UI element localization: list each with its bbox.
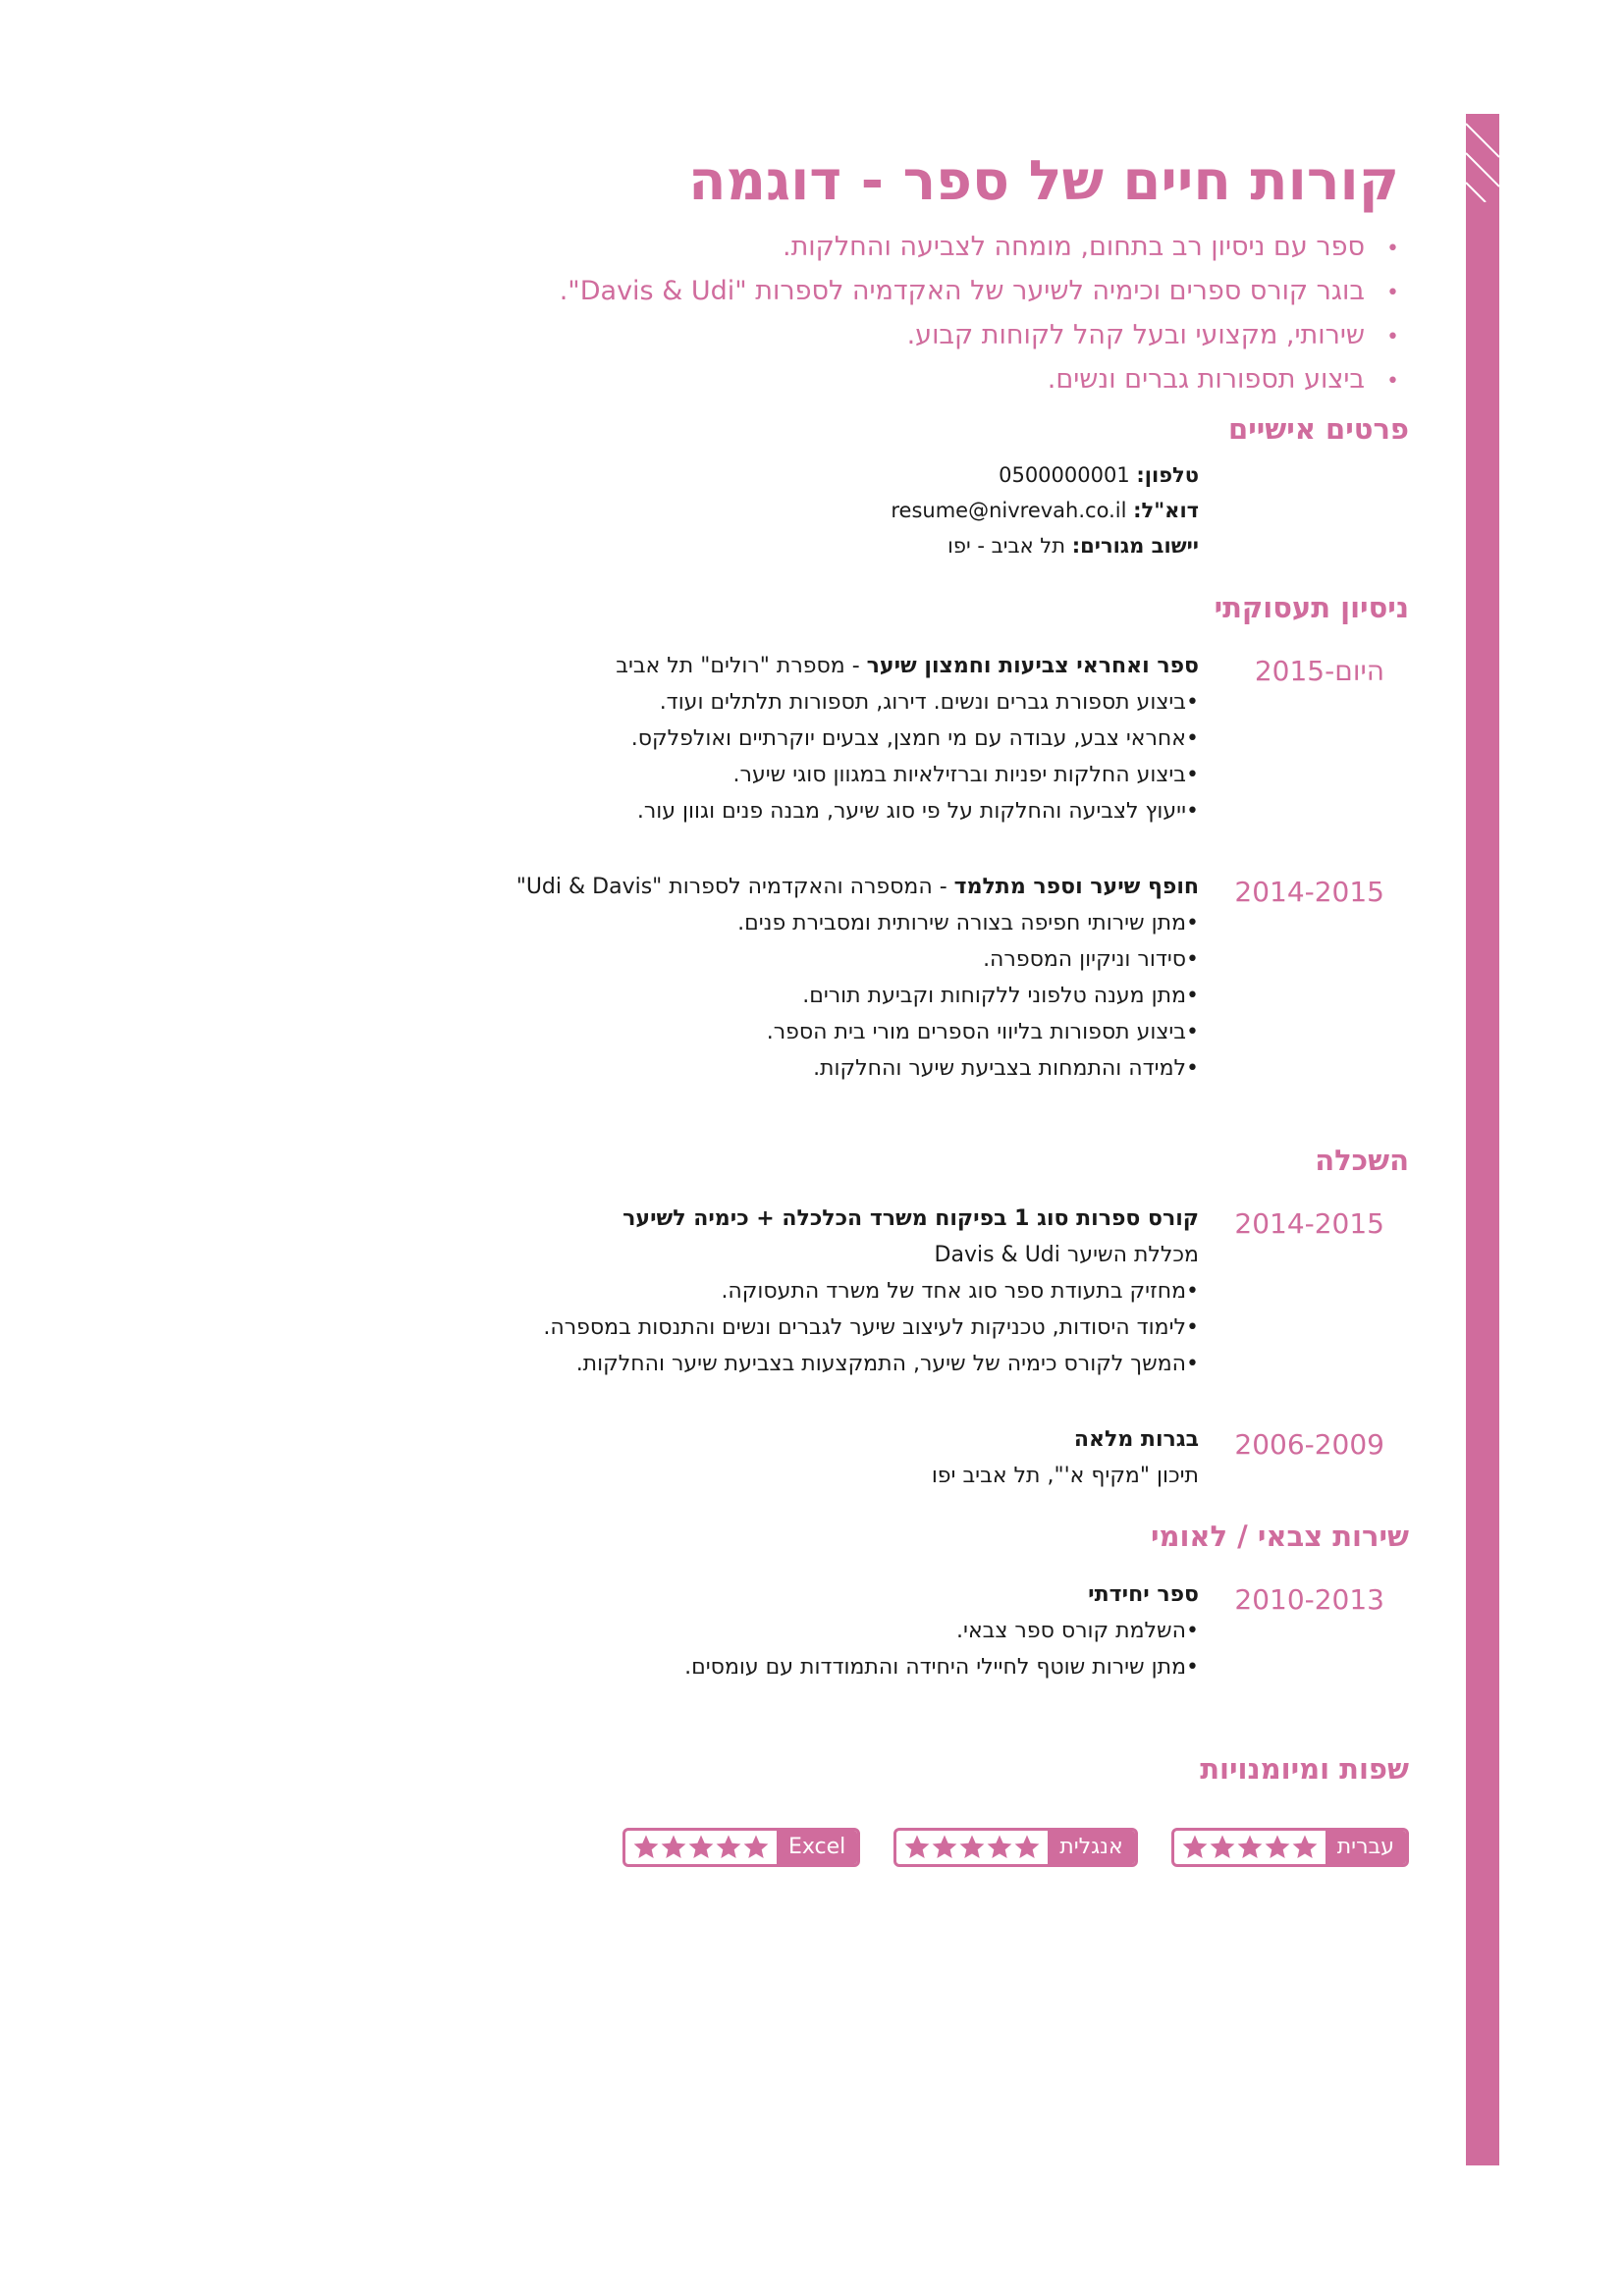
entry-line: •מתן שירותי חפיפה בצורה שירותית ומסבירת פנים. (737, 911, 1199, 935)
entry-line: מכללת השיער Davis & Udi (934, 1243, 1199, 1267)
entry-role: ספר יחידתי (1088, 1582, 1199, 1607)
skill-badge (893, 1828, 1137, 1867)
entry-line: •השלמת קורס ספר צבאי. (956, 1619, 1199, 1643)
entry-line: •לימוד היסודות, טכניקות לעיצוב שיער לגברים ונשים והתנסות במספרה. (543, 1315, 1199, 1340)
military-entry (684, 1576, 1199, 1685)
entry-line: •מתן מענה טלפוני ללקוחות וקביעת תורים. (802, 984, 1199, 1008)
entry-line: •סידור וניקיון המספרה. (983, 947, 1199, 972)
summary-list (560, 226, 1399, 402)
skill-label: עברית (1325, 1831, 1406, 1864)
summary-item: • בוגר קורס ספרים וכימיה לשיער של האקדמיה לספרות "Davis & Udi". (560, 270, 1399, 314)
section-title-personal: פרטים אישיים (1228, 412, 1409, 446)
phone-label: טלפון: (1136, 463, 1199, 487)
entry-date: 2006-2009 (1234, 1428, 1384, 1461)
city-value: תל אביב - יפו (947, 534, 1066, 558)
section-title-military: שירות צבאי / לאומי (1150, 1520, 1409, 1553)
entry-role: חופף שיער וספר מתלמד (953, 875, 1199, 899)
star-icon (1210, 1835, 1235, 1860)
entry-place: - מספרת "רולים" תל אביב (616, 654, 867, 678)
entry-line: •ביצוע החלקות יפניות וברזילאיות במגוון סוגי שיער. (732, 763, 1199, 787)
entry-role: קורס ספרות סוג 1 בפיקוח משרד הכלכלה + כימיה לשיער (622, 1206, 1199, 1231)
summary-item: • שירותי, מקצועי ובעל קהל לקוחות קבוע. (560, 314, 1399, 358)
skill-badge (1171, 1828, 1409, 1867)
skill-label: אנגלית (1048, 1831, 1134, 1864)
entry-role: ספר ואחראי צביעות וחמצון שיער (866, 654, 1199, 678)
phone-row (891, 457, 1199, 493)
entry-line: •אחראי צבע, עבודה עם מי חמצן, צבעים יוקרתיים ואולפלקס. (630, 726, 1199, 751)
star-icon (633, 1835, 659, 1860)
email-label: דוא"ל: (1133, 499, 1199, 522)
skill-label: Excel (777, 1831, 857, 1864)
personal-details (891, 457, 1199, 563)
star-icon (688, 1835, 714, 1860)
email-row (891, 493, 1199, 528)
education-entry (543, 1201, 1199, 1382)
entry-role: בגרות מלאה (1073, 1427, 1199, 1452)
education-entry (932, 1421, 1199, 1494)
star-icon (1014, 1835, 1040, 1860)
section-title-experience: ניסיון תעסוקתי (1214, 591, 1409, 624)
star-icon (1182, 1835, 1208, 1860)
star-icon (1265, 1835, 1290, 1860)
star-icon (987, 1835, 1012, 1860)
entry-line: •מחזיק בתעודת ספר סוג אחד של משרד התעסוקה. (721, 1279, 1199, 1304)
entry-line: •ביצוע תספורת גברים ונשים. דירוג, תספורות תלתלים ועוד. (659, 690, 1199, 715)
phone-value[interactable]: 0500000001 (999, 463, 1130, 487)
experience-entry (616, 648, 1199, 829)
star-icon (716, 1835, 741, 1860)
city-label: יישוב מגורים: (1071, 534, 1199, 558)
section-title-skills: שפות ומיומנויות (1200, 1752, 1409, 1786)
skill-rating (1174, 1831, 1325, 1864)
entry-place: - המספרה והאקדמיה לספרות "Udi & Davis" (515, 875, 954, 899)
entry-date: 2014-2015 (1234, 1207, 1384, 1240)
entry-date: 2014-2015 (1234, 876, 1384, 908)
entry-head (932, 1421, 1199, 1458)
star-icon (1237, 1835, 1263, 1860)
entry-date: 2010-2013 (1234, 1583, 1384, 1616)
entry-line: •מתן שירות שוטף לחיילי היחידה והתמודדות עם עומסים. (684, 1655, 1199, 1680)
section-title-education: השכלה (1315, 1144, 1409, 1177)
entry-date: 2015-היום (1254, 655, 1384, 687)
entry-head (516, 869, 1199, 905)
skill-rating (896, 1831, 1048, 1864)
experience-entry (516, 869, 1199, 1087)
email-value[interactable]: resume@nivrevah.co.il (891, 499, 1127, 522)
star-icon (661, 1835, 686, 1860)
star-icon (743, 1835, 769, 1860)
star-icon (959, 1835, 985, 1860)
skills-list (622, 1828, 1409, 1867)
entry-head (684, 1576, 1199, 1613)
entry-line: •ביצוע תספורות בליווי הספרים מורי בית הספר. (766, 1020, 1199, 1044)
summary-item: • ביצוע תספורות גברים ונשים. (560, 358, 1399, 402)
entry-line: •המשך לקורס כימיה של שיער, התמקצעות בצביעת שיער והחלקות. (575, 1352, 1199, 1376)
star-icon (1292, 1835, 1318, 1860)
entry-line: •ייעוץ לצביעה והחלקות על פי סוג שיער, מבנה פנים וגוון עור. (636, 799, 1199, 824)
entry-line: תיכון "מקיף א'", תל אביב יפו (931, 1464, 1199, 1488)
star-icon (932, 1835, 957, 1860)
star-icon (904, 1835, 930, 1860)
summary-item: • ספר עם ניסיון רב בתחום, מומחה לצביעה והחלקות. (560, 226, 1399, 270)
page-title: קורות חיים של ספר - דוגמה (688, 149, 1399, 213)
skill-rating (625, 1831, 777, 1864)
entry-line: •למידה והתמחות בצביעת שיער והחלקות. (813, 1056, 1199, 1081)
city-row (891, 528, 1199, 563)
entry-head (543, 1201, 1199, 1237)
skill-badge (622, 1828, 860, 1867)
entry-head (616, 648, 1199, 684)
